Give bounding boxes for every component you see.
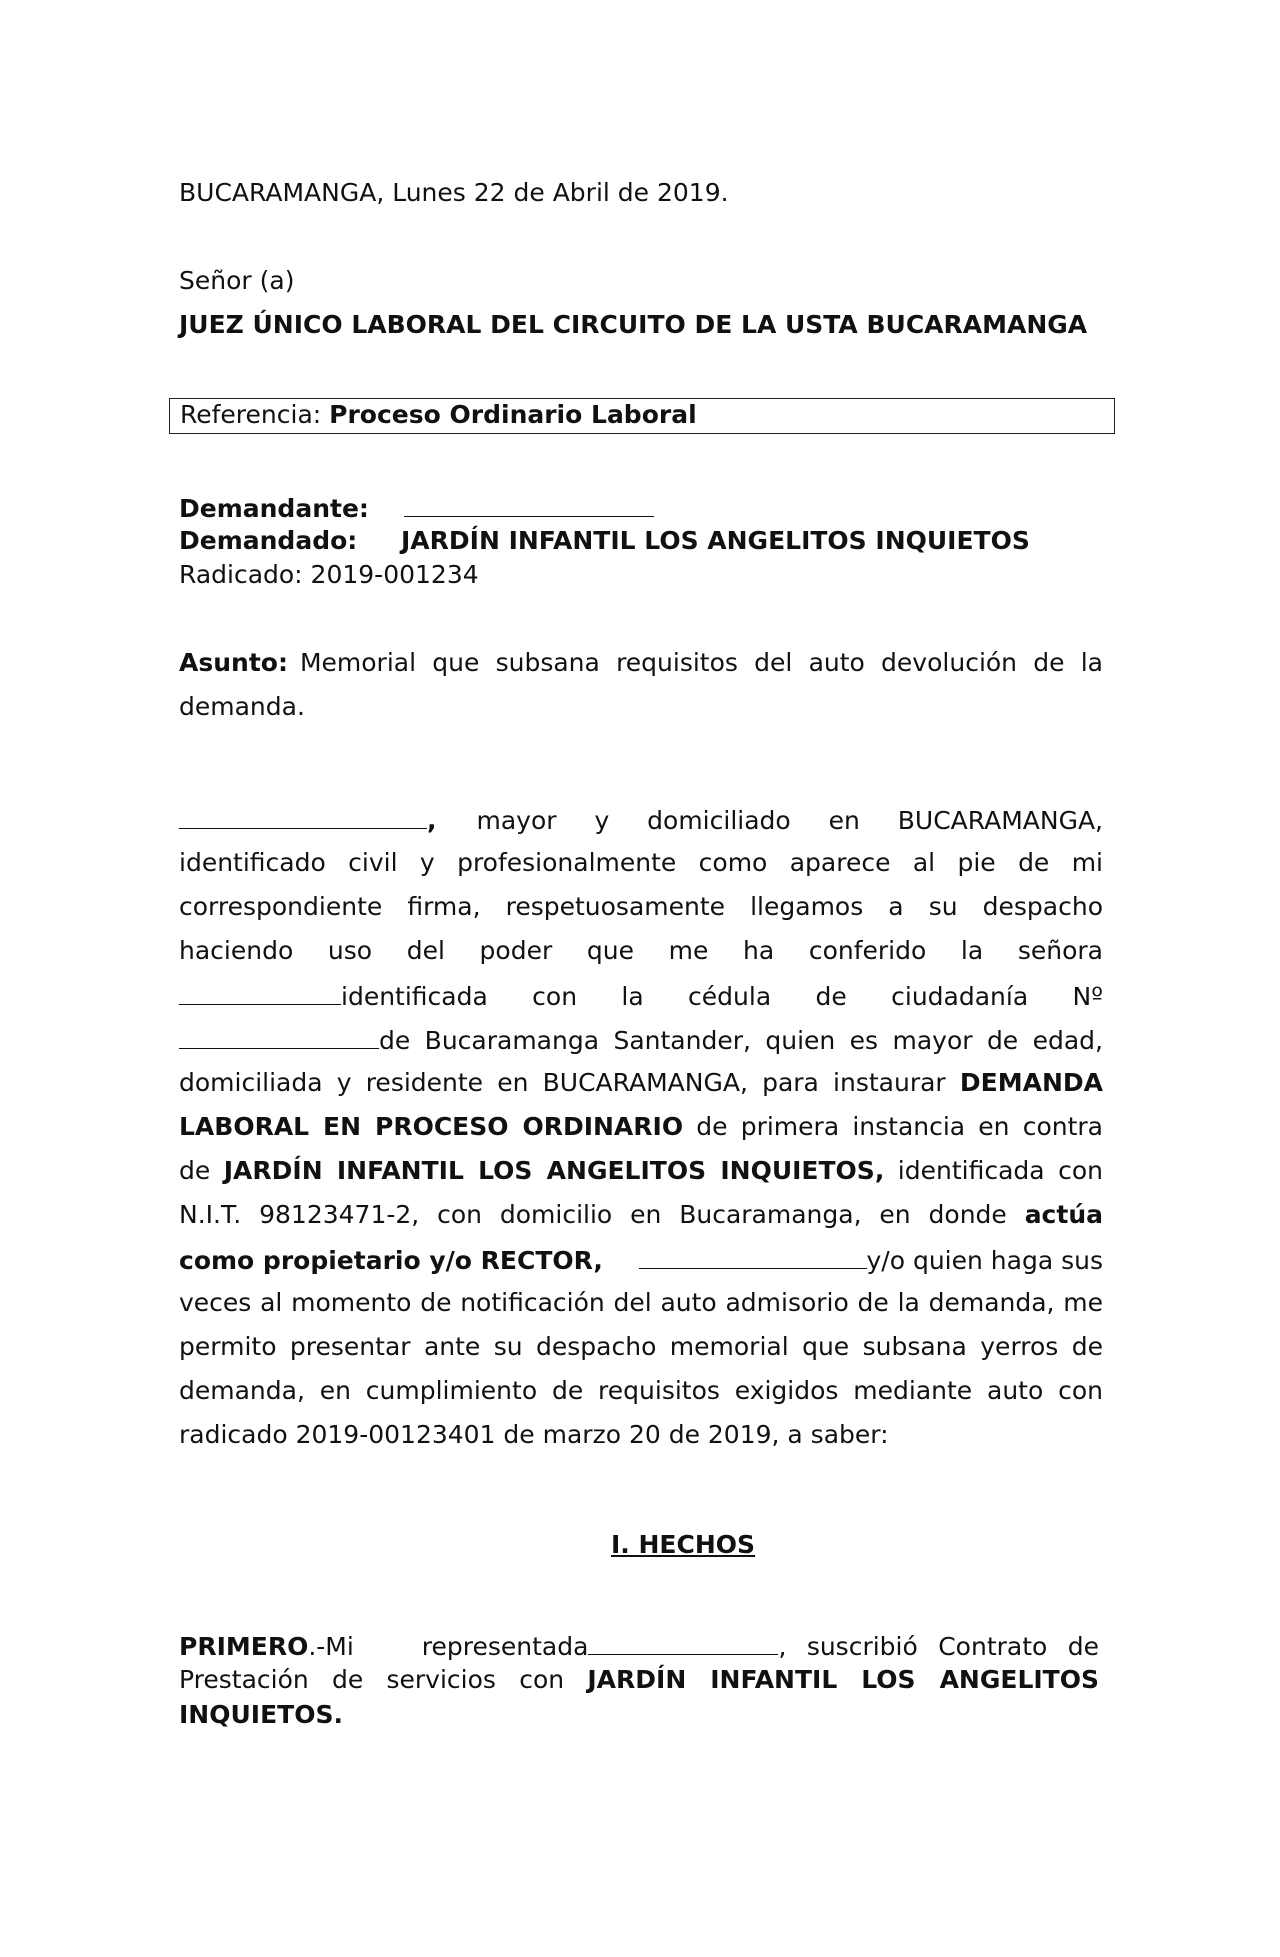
rector-label: como propietario y/o RECTOR, <box>179 1245 603 1275</box>
body-line-12: veces al momento de notificación del auto admisorio de la demanda, me <box>179 1288 1103 1317</box>
demandado-line <box>179 526 1030 555</box>
body-line-5 <box>179 980 1103 1011</box>
body-line-6 <box>179 1024 1103 1055</box>
representada-blank <box>588 1630 778 1655</box>
asunto-text-1: Memorial que subsana requisitos del auto devolución de la <box>299 648 1103 677</box>
primero-label: PRIMERO <box>179 1631 309 1661</box>
body-line-3: correspondiente firma, respetuosamente llegamos a su despacho <box>179 892 1103 921</box>
section-heading: I. HECHOS <box>611 1530 756 1559</box>
demandante-label: Demandante: <box>179 493 369 523</box>
body-line-1 <box>179 804 1103 835</box>
salutation: Señor (a) <box>179 266 295 295</box>
reference-line <box>180 400 697 429</box>
demandante-blank <box>404 492 654 517</box>
demandado-label: Demandado: <box>179 526 358 555</box>
apoderado-blank-group: , <box>179 804 437 835</box>
poderdante-blank <box>179 980 341 1005</box>
body-line-11 <box>179 1244 1103 1275</box>
body-line-5-text: identificada con la cédula de ciudadanía Nº <box>341 981 1103 1011</box>
primero-start: PRIMERO.-Mi representada <box>179 1630 778 1661</box>
body-line-13: permito presentar ante su despacho memorial que subsana yerros de <box>179 1332 1103 1361</box>
cedula-blank <box>179 1024 379 1049</box>
rector-blank <box>639 1244 867 1269</box>
reference-box <box>169 398 1115 434</box>
body-line-7: domiciliada y residente en BUCARAMANGA, para instaurar DEMANDA <box>179 1068 1103 1097</box>
body-line-15: radicado 2019-00123401 de marzo 20 de 2019, a saber: <box>179 1420 889 1449</box>
demandante-line <box>179 492 654 523</box>
body-line-14: demanda, en cumplimiento de requisitos exigidos mediante auto con <box>179 1376 1103 1405</box>
body-line-2: identificado civil y profesionalmente como aparece al pie de mi <box>179 848 1103 877</box>
rector-blank-group: y/o quien haga sus <box>639 1244 1104 1275</box>
body-line-10: N.I.T. 98123471-2, con domicilio en Bucaramanga, en donde actúa <box>179 1200 1103 1229</box>
addressee: JUEZ ÚNICO LABORAL DEL CIRCUITO DE LA USTA BUCARAMANGA <box>179 310 1088 339</box>
reference-label: Referencia: <box>180 400 330 429</box>
asunto-line-1 <box>179 648 1103 677</box>
demandado-value: JARDÍN INFANTIL LOS ANGELITOS INQUIETOS <box>401 526 1030 555</box>
body-line-4: haciendo uso del poder que me ha conferido la señora <box>179 936 1103 965</box>
primero-line-1-text: , suscribió Contrato de <box>778 1631 1099 1661</box>
reference-value: Proceso Ordinario Laboral <box>329 400 697 429</box>
asunto-label: Asunto: <box>179 648 288 677</box>
primero-line-3: INQUIETOS. <box>179 1700 343 1729</box>
body-line-1-text: mayor y domiciliado en BUCARAMANGA, <box>476 805 1103 835</box>
radicado: Radicado: 2019-001234 <box>179 560 479 589</box>
primero-line-2: Prestación de servicios con JARDÍN INFANTIL LOS ANGELITOS <box>179 1665 1099 1694</box>
body-line-9: de JARDÍN INFANTIL LOS ANGELITOS INQUIETOS, identificada con <box>179 1156 1103 1185</box>
body-line-8: LABORAL EN PROCESO ORDINARIO de primera instancia en contra <box>179 1112 1103 1141</box>
primero-line-1 <box>179 1630 1099 1661</box>
apoderado-blank <box>179 804 427 829</box>
date-line: BUCARAMANGA, Lunes 22 de Abril de 2019. <box>179 178 729 207</box>
body-line-6-text: de Bucaramanga Santander, quien es mayor de edad, <box>379 1025 1103 1055</box>
asunto-text-2: demanda. <box>179 692 305 721</box>
